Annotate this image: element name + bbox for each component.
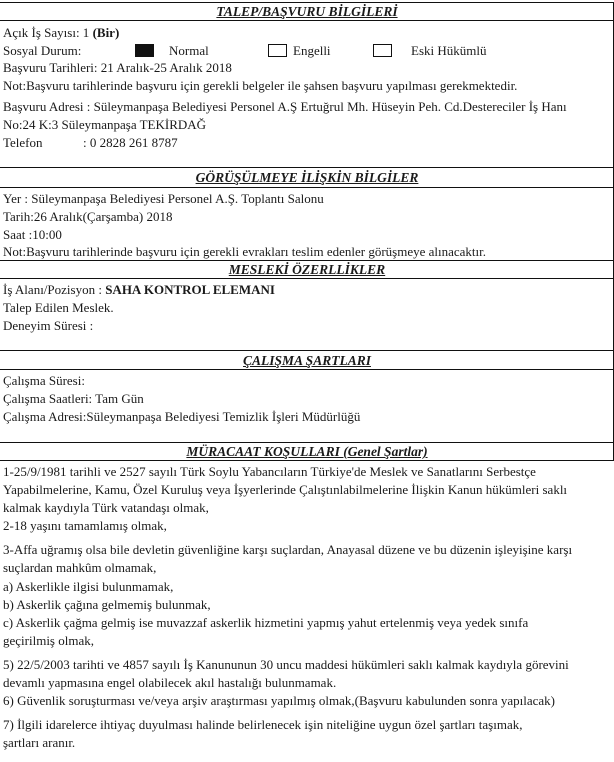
mesleki-heading: MESLEKİ ÖZERLLİKLER xyxy=(228,262,386,277)
sosyal-durum-label: Sosyal Durum: xyxy=(3,43,82,58)
checkbox-engelli[interactable] xyxy=(268,44,287,57)
rule-calisma-under xyxy=(0,369,614,370)
talep-not: Not:Başvuru tarihlerinde başvuru için gerekli belgeler ile şahsen başvuru yapılması gerekmektedir. xyxy=(3,78,518,93)
acik-is-bold: (Bir) xyxy=(92,25,120,40)
muracaat-line: 6) Güvenlik soruşturması ve/veya arşiv araştırması yapılmış olmak,(Başvuru kabulunden sonra yapılacak) xyxy=(3,693,555,708)
muracaat-line: 2-18 yaşını tamamlamış olmak, xyxy=(3,518,167,533)
rule-muracaat-under xyxy=(0,460,614,461)
gorusme-not: Not:Başvuru tarihlerinde başvuru için gerekli evrakları teslim edenler görüşmeye alınacaktır. xyxy=(3,244,486,259)
opt-normal-label: Normal xyxy=(169,43,209,58)
rule-gorusme-under xyxy=(0,187,614,188)
is-alani-label: İş Alanı/Pozisyon : xyxy=(3,282,106,297)
telefon-label: Telefon xyxy=(3,135,43,150)
rule-calisma-top xyxy=(0,350,614,351)
rule-talep-under xyxy=(0,20,614,21)
muracaat-heading: MÜRACAAT KOŞULLARI (Genel Şartlar) xyxy=(186,444,428,459)
calisma-suresi: Çalışma Süresi: xyxy=(3,373,85,388)
is-alani-value: SAHA KONTROL ELEMANI xyxy=(105,282,275,297)
calisma-saatleri: Çalışma Saatleri: Tam Gün xyxy=(3,391,144,406)
muracaat-line: şartları aranır. xyxy=(3,735,76,750)
muracaat-line: 3-Affa uğramış olsa bile devletin güvenliğine karşı suçlardan, Anayasal düzene ve bu düzenin işleyişine karşı xyxy=(3,542,573,557)
gorusme-yer: Yer : Süleymanpaşa Belediyesi Personel A.Ş. Toplantı Salonu xyxy=(3,191,324,206)
calisma-heading: ÇALIŞMA ŞARTLARI xyxy=(243,353,371,368)
gorusme-tarih: Tarih:26 Aralık(Çarşamba) 2018 xyxy=(3,209,173,224)
checkbox-normal[interactable] xyxy=(135,44,154,57)
muracaat-line: kalmak kaydıyla Türk vatandaşı olmak, xyxy=(3,500,209,515)
muracaat-line: b) Askerlik çağına gelmemiş bulunmak, xyxy=(3,597,211,612)
muracaat-line: Yapabilmelerine, Kamu, Özel Kuruluş veya İşyerlerinde Çalıştınlabilmelerine İlişkin Kanun hükümleri saklı xyxy=(3,482,568,497)
muracaat-line: 1-25/9/1981 tarihli ve 2527 sayılı Türk Soylu Yabancıların Türkiye'de Meslek ve Sanatlarını Serbestçe xyxy=(3,464,536,479)
gorusme-heading: GÖRÜŞÜLMEYE İLİŞKİN BİLGİLER xyxy=(195,170,419,185)
checkbox-eski-hukumlu[interactable] xyxy=(373,44,392,57)
talep-edilen-meslek: Talep Edilen Meslek. xyxy=(3,300,114,315)
basvuru-adresi-2: No:24 K:3 Süleymanpaşa TEKİRDAĞ xyxy=(3,117,207,132)
deneyim-suresi: Deneyim Süresi : xyxy=(3,318,94,333)
muracaat-line: a) Askerlikle ilgisi bulunmamak, xyxy=(3,579,174,594)
rule-top xyxy=(0,2,614,3)
telefon-value: : 0 2828 261 8787 xyxy=(83,135,178,150)
acik-is-label: Açık İş Sayısı: 1 xyxy=(3,25,93,40)
muracaat-line: suçlardan mahkûm olmamak, xyxy=(3,560,157,575)
muracaat-line: 5) 22/5/2003 tarihti ve 4857 sayılı İş Kanununun 30 uncu maddesi hükümleri saklı kalmak kaydıyla görevini xyxy=(3,657,569,672)
acik-is-sayisi xyxy=(3,24,119,41)
rule-mesleki-top xyxy=(0,260,614,261)
gorusme-saat: Saat :10:00 xyxy=(3,227,62,242)
basvuru-tarihleri: Başvuru Tarihleri: 21 Aralık-25 Aralık 2018 xyxy=(3,60,232,75)
muracaat-line: devamlı yapmasına engel olabilecek akıl hastalığı bulunmamak. xyxy=(3,675,337,690)
opt-eski-label: Eski Hükümlü xyxy=(411,43,487,58)
is-alani xyxy=(3,281,275,298)
rule-mesleki-under xyxy=(0,278,614,279)
muracaat-line: c) Askerlik çağma gelmiş ise muvazzaf askerlik hizmetini yapmış yahut ertelenmiş veya yedek sınıfa xyxy=(3,615,529,630)
rule-muracaat-top xyxy=(0,442,614,443)
talep-heading: TALEP/BAŞVURU BİLGİLERİ xyxy=(216,4,398,19)
basvuru-adresi-1: Başvuru Adresi : Süleymanpaşa Belediyesi Personel A.Ş Ertuğrul Mh. Hüseyin Peh. Cd.Destereciler İş Hanı xyxy=(3,99,567,114)
muracaat-line: geçirilmiş olmak, xyxy=(3,633,94,648)
calisma-adresi: Çalışma Adresi:Süleymanpaşa Belediyesi Temizlik İşleri Müdürlüğü xyxy=(3,409,361,424)
muracaat-line: 7) İlgili idarelerce ihtiyaç duyulması halinde belirlenecek işin niteliğine uygun özel şartları taşımak, xyxy=(3,717,523,732)
rule-gorusme-top xyxy=(0,167,614,168)
opt-engelli-label: Engelli xyxy=(293,43,331,58)
